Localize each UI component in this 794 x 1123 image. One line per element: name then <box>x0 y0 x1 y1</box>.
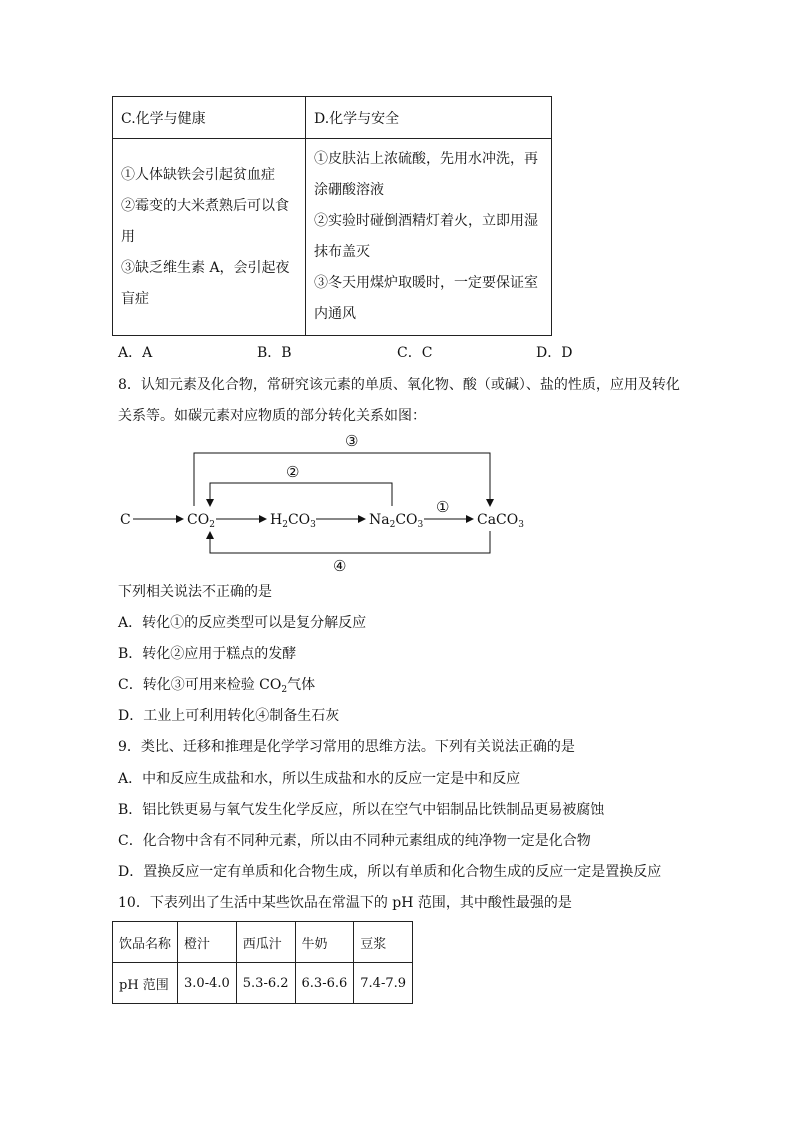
q9-option-c[interactable]: C．化合物中含有不同种元素，所以由不同种元素组成的纯净物一定是化合物 <box>118 833 591 849</box>
q8-option-a[interactable]: A．转化①的反应类型可以是复分解反应 <box>118 615 367 631</box>
table-cell: 5.3-6.2 <box>236 963 295 1004</box>
table-cell-d <box>306 139 552 336</box>
d-item: ②实验时碰倒酒精灯着火，立即用湿 <box>314 213 538 229</box>
table-cell: 3.0-4.0 <box>178 963 237 1004</box>
table-header-cell: 橙汁 <box>178 922 237 963</box>
label-3: ③ <box>345 432 359 450</box>
label-4: ④ <box>333 557 347 575</box>
table-header-cell: 西瓜汁 <box>236 922 295 963</box>
q8-option-c-tail: 气体 <box>287 677 316 693</box>
carbon-conversion-diagram <box>112 430 542 580</box>
node-co2: $CO_2$ <box>187 512 215 530</box>
q7-table <box>112 96 552 336</box>
q9-stem: 9．类比、迁移和推理是化学学习常用的思维方法。下列有关说法正确的是 <box>118 739 575 755</box>
arrow-4 <box>210 531 490 553</box>
c-item: ①人体缺铁会引起贫血症 <box>121 166 275 183</box>
q8-option-c-sub: 2 <box>281 685 288 695</box>
c-item: ③缺乏维生素 A，会引起夜 <box>121 259 290 276</box>
q9-option-b[interactable]: B．铝比铁更易与氧气发生化学反应，所以在空气中铝制品比铁制品更易被腐蚀 <box>118 802 605 818</box>
option-b[interactable]: B．B <box>257 345 292 361</box>
table-cell: pH 范围 <box>113 963 178 1004</box>
c-item: ②霉变的大米煮熟后可以食 <box>121 197 289 214</box>
q10-stem: 10．下表列出了生活中某些饮品在常温下的 pH 范围，其中酸性最强的是 <box>118 895 572 911</box>
q8-prompt: 下列相关说法不正确的是 <box>118 584 272 600</box>
node-h2co3: $H_2CO_3$ <box>270 512 316 530</box>
c-item: 盲症 <box>121 290 149 307</box>
q8-option-c[interactable] <box>118 675 315 695</box>
label-1: ① <box>436 498 450 516</box>
d-item: 内通风 <box>314 306 356 322</box>
option-a[interactable]: A．A <box>118 345 153 361</box>
q8-stem-line2: 关系等。如碳元素对应物质的部分转化关系如图： <box>118 408 426 424</box>
table-cell: 6.3-6.6 <box>295 963 354 1004</box>
d-item: ③冬天用煤炉取暖时，一定要保证室 <box>314 275 538 291</box>
table-row <box>113 963 413 1004</box>
node-na2co3: $Na_2CO_3$ <box>369 512 424 530</box>
table-header-cell: 饮品名称 <box>113 922 178 963</box>
node-c: C <box>120 512 131 528</box>
q10-table <box>112 921 413 1004</box>
d-item: ①皮肤沾上浓硫酸，先用水冲洗，再 <box>314 151 538 167</box>
q8-option-b[interactable]: B．转化②应用于糕点的发酵 <box>118 646 297 662</box>
c-item: 用 <box>121 228 135 245</box>
option-c[interactable]: C．C <box>397 345 433 361</box>
d-item: 涂硼酸溶液 <box>314 182 384 198</box>
q9-option-d[interactable]: D．置换反应一定有单质和化合物生成，所以有单质和化合物生成的反应一定是置换反应 <box>118 864 662 880</box>
table-row <box>113 922 413 963</box>
table-header-cell: 牛奶 <box>295 922 354 963</box>
table-cell: 7.4-7.9 <box>354 963 413 1004</box>
table-header-c: C.化学与健康 <box>113 97 306 139</box>
arrow-2 <box>210 483 392 506</box>
table-cell-c <box>113 139 306 336</box>
table-header-d: D.化学与安全 <box>306 97 552 139</box>
q8-option-d[interactable]: D．工业上可利用转化④制备生石灰 <box>118 708 340 724</box>
q9-option-a[interactable]: A．中和反应生成盐和水，所以生成盐和水的反应一定是中和反应 <box>118 771 521 787</box>
node-caco3: CaCO$_3$ <box>477 512 524 530</box>
q8-stem-line1: 8．认知元素及化合物，常研究该元素的单质、氧化物、酸（或碱）、盐的性质，应用及转化 <box>118 377 680 393</box>
d-item: 抹布盖灭 <box>314 244 370 260</box>
q8-option-c-text: C．转化③可用来检验 CO <box>118 677 282 693</box>
label-2: ② <box>286 463 300 481</box>
option-d[interactable]: D．D <box>536 345 573 361</box>
table-header-cell: 豆浆 <box>354 922 413 963</box>
